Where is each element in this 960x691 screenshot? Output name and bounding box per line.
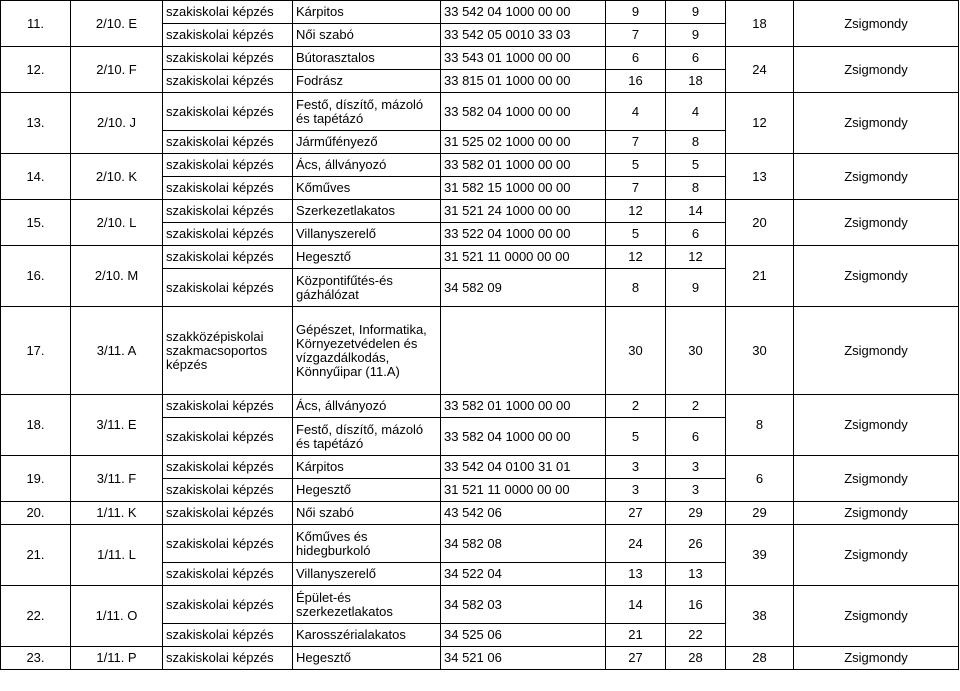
class-code: 1/11. K [71,502,163,525]
profession-name: Járműfényező [293,131,441,154]
profession-name: Festő, díszítő, mázoló és tapétázó [293,418,441,456]
profession-name: Központifűtés-és gázhálózat [293,269,441,307]
class-total: 12 [726,93,794,154]
value-b: 3 [666,456,726,479]
class-total: 38 [726,586,794,647]
value-a: 24 [606,525,666,563]
head-teacher: Zsigmondy [794,586,959,647]
value-a: 6 [606,47,666,70]
row-number: 15. [1,200,71,246]
profession-code: 33 582 04 1000 00 00 [441,93,606,131]
training-type: szakiskolai képzés [163,586,293,624]
head-teacher: Zsigmondy [794,456,959,502]
value-b: 8 [666,177,726,200]
training-type: szakiskolai képzés [163,647,293,670]
value-b: 2 [666,395,726,418]
training-type: szakiskolai képzés [163,154,293,177]
profession-code: 33 542 04 0100 31 01 [441,456,606,479]
value-b: 8 [666,131,726,154]
training-type: szakiskolai képzés [163,93,293,131]
row-number: 12. [1,47,71,93]
head-teacher: Zsigmondy [794,47,959,93]
training-type: szakközépiskolai szakmacsoportos képzés [163,307,293,395]
value-b: 9 [666,1,726,24]
value-b: 4 [666,93,726,131]
profession-code: 34 582 03 [441,586,606,624]
value-b: 9 [666,269,726,307]
training-type: szakiskolai képzés [163,563,293,586]
profession-code: 43 542 06 [441,502,606,525]
training-type: szakiskolai képzés [163,269,293,307]
class-code: 2/10. M [71,246,163,307]
class-total: 39 [726,525,794,586]
class-code: 2/10. E [71,1,163,47]
value-a: 5 [606,154,666,177]
value-b: 29 [666,502,726,525]
value-a: 5 [606,418,666,456]
profession-name: Kárpitos [293,1,441,24]
value-b: 30 [666,307,726,395]
training-type: szakiskolai képzés [163,395,293,418]
profession-name: Karosszérialakatos [293,624,441,647]
profession-code: 34 521 06 [441,647,606,670]
value-a: 30 [606,307,666,395]
row-number: 18. [1,395,71,456]
profession-code: 31 521 24 1000 00 00 [441,200,606,223]
value-a: 8 [606,269,666,307]
class-code: 2/10. L [71,200,163,246]
row-number: 21. [1,525,71,586]
value-a: 2 [606,395,666,418]
profession-name: Kárpitos [293,456,441,479]
value-b: 9 [666,24,726,47]
value-b: 22 [666,624,726,647]
head-teacher: Zsigmondy [794,647,959,670]
profession-code: 33 815 01 1000 00 00 [441,70,606,93]
value-a: 27 [606,647,666,670]
profession-name: Női szabó [293,502,441,525]
value-a: 7 [606,131,666,154]
profession-code [441,307,606,395]
class-code: 1/11. P [71,647,163,670]
class-total: 8 [726,395,794,456]
training-type: szakiskolai képzés [163,502,293,525]
class-total: 21 [726,246,794,307]
profession-name: Fodrász [293,70,441,93]
class-code: 2/10. J [71,93,163,154]
training-type: szakiskolai képzés [163,177,293,200]
value-a: 12 [606,200,666,223]
value-b: 6 [666,223,726,246]
profession-code: 31 521 11 0000 00 00 [441,246,606,269]
head-teacher: Zsigmondy [794,525,959,586]
training-type: szakiskolai képzés [163,24,293,47]
profession-code: 34 522 04 [441,563,606,586]
profession-code: 33 542 04 1000 00 00 [441,1,606,24]
row-number: 20. [1,502,71,525]
class-code: 1/11. O [71,586,163,647]
value-a: 9 [606,1,666,24]
value-b: 6 [666,47,726,70]
value-b: 5 [666,154,726,177]
class-code: 2/10. F [71,47,163,93]
value-a: 4 [606,93,666,131]
profession-code: 33 582 01 1000 00 00 [441,395,606,418]
profession-name: Női szabó [293,24,441,47]
training-type: szakiskolai képzés [163,223,293,246]
profession-name: Épület-és szerkezetlakatos [293,586,441,624]
profession-code: 33 582 01 1000 00 00 [441,154,606,177]
head-teacher: Zsigmondy [794,154,959,200]
head-teacher: Zsigmondy [794,1,959,47]
value-b: 26 [666,525,726,563]
value-a: 12 [606,246,666,269]
profession-name: Villanyszerelő [293,223,441,246]
profession-name: Bútorasztalos [293,47,441,70]
value-a: 16 [606,70,666,93]
profession-name: Hegesztő [293,647,441,670]
training-type: szakiskolai képzés [163,525,293,563]
class-total: 13 [726,154,794,200]
profession-code: 33 542 05 0010 33 03 [441,24,606,47]
value-a: 21 [606,624,666,647]
value-b: 18 [666,70,726,93]
profession-code: 31 525 02 1000 00 00 [441,131,606,154]
value-a: 27 [606,502,666,525]
head-teacher: Zsigmondy [794,502,959,525]
profession-code: 34 582 09 [441,269,606,307]
class-total: 20 [726,200,794,246]
profession-name: Ács, állványozó [293,154,441,177]
row-number: 22. [1,586,71,647]
value-b: 6 [666,418,726,456]
head-teacher: Zsigmondy [794,307,959,395]
value-a: 7 [606,24,666,47]
profession-name: Gépészet, Informatika, Környezetvédelen és vízgazdálkodás, Könnyűipar (11.A) [293,307,441,395]
value-b: 14 [666,200,726,223]
training-type: szakiskolai képzés [163,70,293,93]
value-b: 16 [666,586,726,624]
value-a: 14 [606,586,666,624]
row-number: 17. [1,307,71,395]
head-teacher: Zsigmondy [794,246,959,307]
profession-name: Hegesztő [293,479,441,502]
value-b: 12 [666,246,726,269]
row-number: 23. [1,647,71,670]
value-b: 13 [666,563,726,586]
class-code: 2/10. K [71,154,163,200]
training-type: szakiskolai képzés [163,131,293,154]
class-total: 29 [726,502,794,525]
value-a: 13 [606,563,666,586]
head-teacher: Zsigmondy [794,395,959,456]
profession-name: Villanyszerelő [293,563,441,586]
value-b: 28 [666,647,726,670]
training-type: szakiskolai képzés [163,456,293,479]
value-b: 3 [666,479,726,502]
profession-name: Festő, díszítő, mázoló és tapétázó [293,93,441,131]
head-teacher: Zsigmondy [794,93,959,154]
class-code: 3/11. A [71,307,163,395]
profession-name: Kőműves [293,177,441,200]
value-a: 7 [606,177,666,200]
value-a: 3 [606,456,666,479]
profession-code: 31 582 15 1000 00 00 [441,177,606,200]
class-total: 30 [726,307,794,395]
training-type: szakiskolai képzés [163,418,293,456]
profession-name: Kőműves és hidegburkoló [293,525,441,563]
class-code: 3/11. F [71,456,163,502]
class-total: 28 [726,647,794,670]
row-number: 13. [1,93,71,154]
class-code: 3/11. E [71,395,163,456]
row-number: 16. [1,246,71,307]
profession-code: 33 543 01 1000 00 00 [441,47,606,70]
value-a: 3 [606,479,666,502]
training-type: szakiskolai képzés [163,1,293,24]
profession-code: 34 582 08 [441,525,606,563]
profession-code: 34 525 06 [441,624,606,647]
value-a: 5 [606,223,666,246]
profession-name: Hegesztő [293,246,441,269]
training-type: szakiskolai képzés [163,479,293,502]
training-type: szakiskolai képzés [163,47,293,70]
head-teacher: Zsigmondy [794,200,959,246]
class-total: 24 [726,47,794,93]
profession-name: Szerkezetlakatos [293,200,441,223]
training-type: szakiskolai képzés [163,200,293,223]
row-number: 11. [1,1,71,47]
class-code: 1/11. L [71,525,163,586]
training-type: szakiskolai képzés [163,624,293,647]
row-number: 19. [1,456,71,502]
profession-code: 31 521 11 0000 00 00 [441,479,606,502]
profession-code: 33 582 04 1000 00 00 [441,418,606,456]
class-total: 18 [726,1,794,47]
row-number: 14. [1,154,71,200]
profession-name: Ács, állványozó [293,395,441,418]
class-total: 6 [726,456,794,502]
profession-code: 33 522 04 1000 00 00 [441,223,606,246]
training-type: szakiskolai képzés [163,246,293,269]
